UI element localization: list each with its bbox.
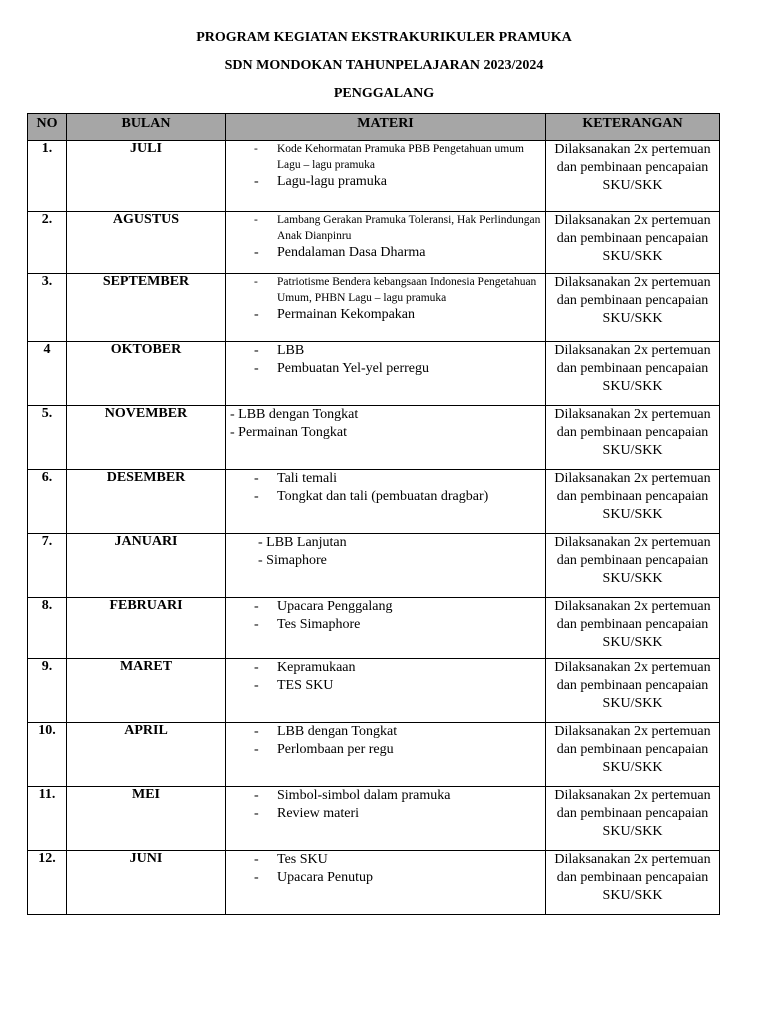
row-number: 7. xyxy=(28,534,67,598)
row-keterangan: Dilaksanakan 2x pertemuan dan pembinaan pencapaian SKU/SKK xyxy=(546,470,720,534)
materi-item: - Patriotisme Bendera kebangsaan Indonesia Pengetahuan Umum, PHBN Lagu – lagu pramuka xyxy=(254,274,545,306)
row-month: APRIL xyxy=(67,723,226,787)
row-materi xyxy=(226,851,546,915)
row-keterangan: Dilaksanakan 2x pertemuan dan pembinaan pencapaian SKU/SKK xyxy=(546,659,720,723)
materi-item: - Perlombaan per regu xyxy=(254,741,545,759)
row-materi xyxy=(226,723,546,787)
row-number: 11. xyxy=(28,787,67,851)
row-number: 4 xyxy=(28,342,67,406)
materi-item: - Tali temali xyxy=(254,470,545,488)
table-row xyxy=(28,141,720,212)
row-month: JANUARI xyxy=(67,534,226,598)
materi-item: - Tes Simaphore xyxy=(254,616,545,634)
row-keterangan: Dilaksanakan 2x pertemuan dan pembinaan pencapaian SKU/SKK xyxy=(546,212,720,274)
table-row xyxy=(28,659,720,723)
materi-item: - Tongkat dan tali (pembuatan dragbar) xyxy=(254,488,545,506)
materi-item: - Kode Kehormatan Pramuka PBB Pengetahuan umum Lagu – lagu pramuka xyxy=(254,141,545,173)
row-number: 10. xyxy=(28,723,67,787)
row-keterangan: Dilaksanakan 2x pertemuan dan pembinaan pencapaian SKU/SKK xyxy=(546,787,720,851)
row-month: DESEMBER xyxy=(67,470,226,534)
materi-item: - Pendalaman Dasa Dharma xyxy=(254,244,545,262)
row-materi xyxy=(226,274,546,342)
table-row xyxy=(28,406,720,470)
materi-item: - LBB Lanjutan xyxy=(258,535,347,550)
materi-item: - Review materi xyxy=(254,805,545,823)
row-month: OKTOBER xyxy=(67,342,226,406)
column-header-keterangan: KETERANGAN xyxy=(546,114,720,141)
column-header-bulan: BULAN xyxy=(67,114,226,141)
row-number: 3. xyxy=(28,274,67,342)
row-number: 9. xyxy=(28,659,67,723)
materi-item: - LBB dengan Tongkat xyxy=(230,407,359,422)
column-header-materi: MATERI xyxy=(226,114,546,141)
row-month: FEBRUARI xyxy=(67,598,226,659)
materi-item: - Pembuatan Yel-yel perregu xyxy=(254,360,545,378)
materi-item: - Simaphore xyxy=(258,553,327,568)
row-number: 5. xyxy=(28,406,67,470)
row-month: MARET xyxy=(67,659,226,723)
table-row xyxy=(28,342,720,406)
row-materi xyxy=(226,598,546,659)
materi-item: - Simbol-simbol dalam pramuka xyxy=(254,787,545,805)
row-number: 6. xyxy=(28,470,67,534)
level-title: PENGGALANG xyxy=(333,86,435,101)
row-number: 8. xyxy=(28,598,67,659)
row-materi xyxy=(226,141,546,212)
materi-item: - LBB xyxy=(254,342,545,360)
materi-item: - Kepramukaan xyxy=(254,659,545,677)
row-materi xyxy=(226,659,546,723)
row-keterangan: Dilaksanakan 2x pertemuan dan pembinaan pencapaian SKU/SKK xyxy=(546,141,720,212)
row-number: 1. xyxy=(28,141,67,212)
row-materi xyxy=(226,212,546,274)
row-materi xyxy=(226,534,546,598)
table-row xyxy=(28,851,720,915)
materi-item: - Lambang Gerakan Pramuka Toleransi, Hak Perlindungan Anak Dianpinru xyxy=(254,212,545,244)
row-month: JULI xyxy=(67,141,226,212)
materi-item: - Upacara Penutup xyxy=(254,869,545,887)
row-keterangan: Dilaksanakan 2x pertemuan dan pembinaan pencapaian SKU/SKK xyxy=(546,851,720,915)
document-title: PROGRAM KEGIATAN EKSTRAKURIKULER PRAMUKA xyxy=(196,30,572,45)
column-header-no: NO xyxy=(28,114,67,141)
row-materi xyxy=(226,406,546,470)
row-number: 12. xyxy=(28,851,67,915)
school-year-title: SDN MONDOKAN TAHUNPELAJARAN 2023/2024 xyxy=(224,58,544,73)
row-keterangan: Dilaksanakan 2x pertemuan dan pembinaan pencapaian SKU/SKK xyxy=(546,598,720,659)
table-row xyxy=(28,274,720,342)
row-keterangan: Dilaksanakan 2x pertemuan dan pembinaan pencapaian SKU/SKK xyxy=(546,723,720,787)
row-keterangan: Dilaksanakan 2x pertemuan dan pembinaan pencapaian SKU/SKK xyxy=(546,534,720,598)
table-row xyxy=(28,723,720,787)
row-number: 2. xyxy=(28,212,67,274)
row-materi xyxy=(226,787,546,851)
row-materi xyxy=(226,342,546,406)
materi-item: - Permainan Kekompakan xyxy=(254,306,545,324)
materi-item: - Tes SKU xyxy=(254,851,545,869)
table-row xyxy=(28,787,720,851)
row-keterangan: Dilaksanakan 2x pertemuan dan pembinaan pencapaian SKU/SKK xyxy=(546,342,720,406)
row-keterangan: Dilaksanakan 2x pertemuan dan pembinaan pencapaian SKU/SKK xyxy=(546,406,720,470)
materi-item: - Permainan Tongkat xyxy=(230,425,347,440)
materi-item: - LBB dengan Tongkat xyxy=(254,723,545,741)
row-materi xyxy=(226,470,546,534)
materi-item: - Upacara Penggalang xyxy=(254,598,545,616)
row-month: SEPTEMBER xyxy=(67,274,226,342)
table-row xyxy=(28,534,720,598)
program-table xyxy=(27,113,720,915)
row-month: JUNI xyxy=(67,851,226,915)
row-keterangan: Dilaksanakan 2x pertemuan dan pembinaan pencapaian SKU/SKK xyxy=(546,274,720,342)
row-month: NOVEMBER xyxy=(67,406,226,470)
row-month: AGUSTUS xyxy=(67,212,226,274)
materi-item: - Lagu-lagu pramuka xyxy=(254,173,545,191)
materi-item: - TES SKU xyxy=(254,677,545,695)
table-row xyxy=(28,598,720,659)
table-row xyxy=(28,212,720,274)
row-month: MEI xyxy=(67,787,226,851)
table-header-row xyxy=(28,114,720,141)
table-row xyxy=(28,470,720,534)
